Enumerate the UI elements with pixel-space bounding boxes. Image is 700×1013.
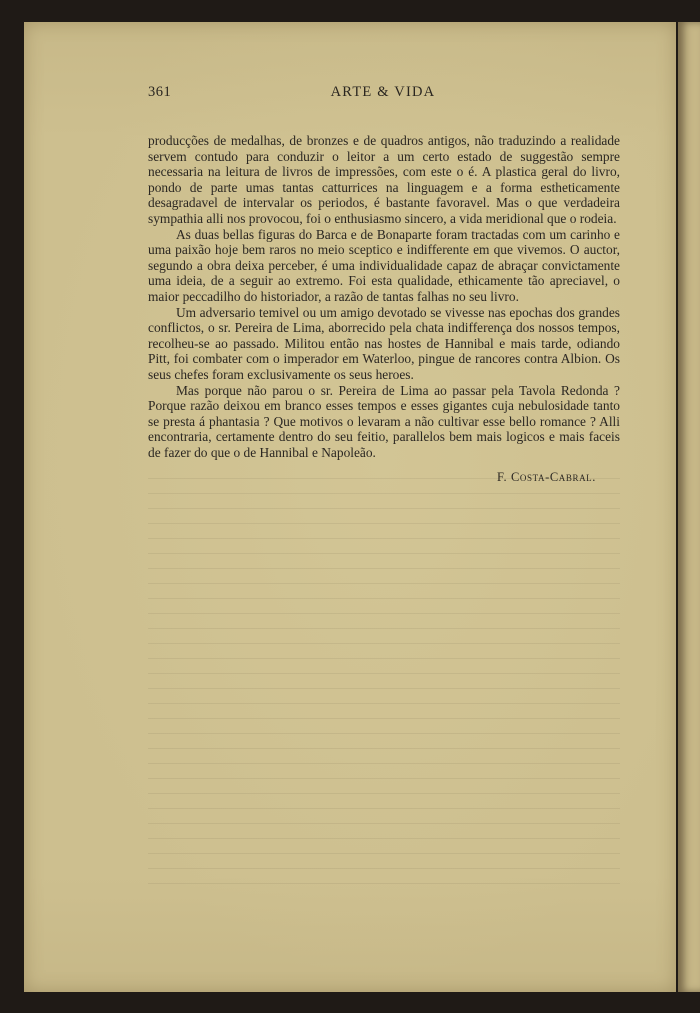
article-body [148, 133, 620, 460]
paragraph-3: Um adversario temivel ou um amigo devotado se vivesse nas epochas dos grandes conflictos, o sr. Pereira de Lima, aborrecido pela chata indifferença dos nossos tempos, recolheu-se ao passado. Militou então nas hostes de Hannibal e mais tarde, odiando Pitt, foi combater com o imperador em Waterloo, pingue de rancores contra Albion. Os seus chefes foram exclusivamente os seus heroes. [148, 304, 620, 382]
paragraph-2: As duas bellas figuras do Barca e de Bonaparte foram tractadas com um carinho e uma paixão hoje bem raros no meio sceptico e indifferente em que vivemos. O auctor, segundo a obra deixa perceber, é uma individualidade capaz de abraçar convictamente uma ideia, de a seguir ao extremo. Foi esta qualidade, ethicamente tão apreciavel, o maior peccadilho do historiador, a razão de tantas falhas no seu livro. [148, 226, 620, 304]
author-signature: F. Costa-Cabral. [496, 470, 596, 484]
page-number: 361 [148, 84, 172, 100]
paragraph-4: Mas porque não parou o sr. Pereira de Lima ao passar pela Tavola Redonda ? Porque razão deixou em branco esses tempos e esses gigantes cuja nebulosidade tanto se presta á phantasia ? Que motivos o levaram a não cultivar esse bello romance ? Alli encontraria, certamente dentro do seu feitio, parallelos bem mais logicos e mais faceis de fazer do que o de Hannibal e Napoleão. [148, 382, 620, 460]
paragraph-1: producções de medalhas, de bronzes e de quadros antigos, não traduzindo a realidade servem contudo para conduzir o leitor a um certo estado de suggestão sempre necessaria na leitura de livros de impressões, com este o é. A plastica geral do livro, pondo de parte umas tantas catturrices na linguagem e a forma estheticamente desagradavel de intervalar os periodos, é bastante favoravel. Mas o que verdadeira sympathia alli nos provocou, foi o enthusiasmo sincero, a vida meridional que o rodeia. [148, 133, 620, 226]
running-header [148, 84, 618, 104]
facing-page-edge [678, 22, 700, 992]
show-through-bleed [148, 478, 620, 898]
running-title: ARTE & VIDA [330, 84, 436, 100]
